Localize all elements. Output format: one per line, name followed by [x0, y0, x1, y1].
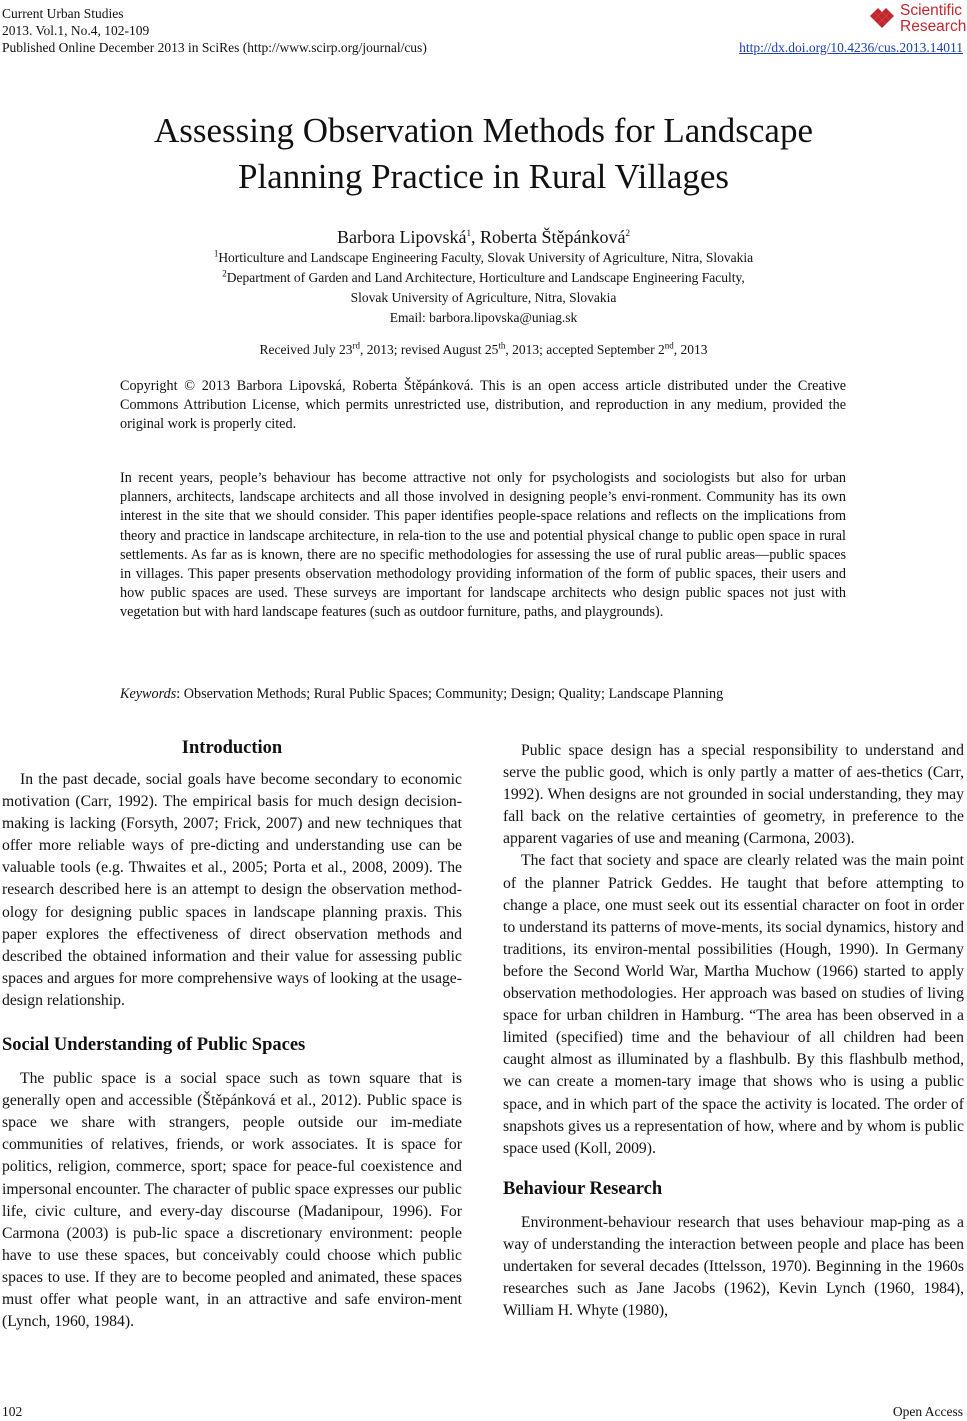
affiliation-2b: Slovak University of Agriculture, Nitra, Slovakia — [350, 290, 617, 305]
logo-mark-icon — [866, 2, 900, 32]
scirp-logo — [866, 0, 966, 36]
accepted-text: , 2013; accepted September 2 — [505, 342, 665, 357]
geddes-paragraph: The fact that society and space are clearly related was the main point of the planner Patrick Geddes. He taught that before attempting to change a place, one must seek out its essential character on foot in order to understand its patterns of move-ments, its social dynamics, history and traditions, its environ-mental possibilities (Hough, 1990). In Germany before the Second World War, Martha Muchow (1966) started to apply observation methodologies. Her approach was based on studies of living space for urban children in Hamburg. “The area has been observed in a limited (specified) time and the behaviour of all children had been caught almost as illuminated by a flashbulb. By this flashbulb method, we can create a momen-tary image that shows who is using a public space, and in which part of the space the activity is located. The order of snapshots gives us a representation of how, where and by whom is public space used (Koll, 2009). — [503, 852, 964, 1157]
affiliation-1-sup: 1 — [213, 248, 219, 259]
author-separator: , — [471, 227, 480, 247]
social-understanding-heading: Social Understanding of Public Spaces — [2, 1035, 306, 1056]
logo-text-1: Scientific — [900, 2, 963, 19]
introduction-text: In the past decade, social goals have become secondary to economic motivation (Carr, 1992). The empirical basis for much design decision-making is lacking (Forsyth, 2007; Frick, 2007) and new techniques that offer more reliable ways of pre-dicting and understanding use can be valuable tools (e.g. Thwaites et al., 2005; Porta et al., 2008, 2009). The research described here is an attempt to design the observation method-ology for designing public spaces in landscape planning praxis. This paper explores the effectiveness of direct observation methods and described the obtained information and their value for assessing public spaces and argues for more comprehensive ways of looking at the usage-design relationship. — [2, 771, 462, 1009]
title-line-2: Planning Practice in Rural Villages — [237, 157, 730, 196]
affiliation-1 — [0, 248, 967, 268]
keywords — [120, 685, 846, 704]
received-sup: rd — [352, 340, 360, 351]
social-understanding-text: The public space is a social space such as town square that is generally open and accessible (Štěpánková et al., 2012). Public space is space we share with strangers, people outside our im-mediate communities of relatives, friends, or work associates. It is space for politics, religion, commerce, sport; space for peace-ful coexistence and impersonal encounter. The character of public space expresses our public life, civic culture, and every-day discourse (Madanipour, 1996). For Carmona (2003) is pub-lic space a discretionary environment: people have to use these spaces, but conceivably could choose which public spaces to use. If they are to become peopled and animated, these spaces must offer what people want, in an attractive and safe environ-ment (Lynch, 1960, 1984). — [2, 1070, 462, 1331]
behaviour-research-heading: Behaviour Research — [503, 1178, 663, 1199]
author-1: Barbora Lipovská — [337, 227, 467, 247]
accepted-sup: nd — [664, 340, 674, 351]
author-2: Roberta Štěpánková — [480, 227, 626, 247]
author-1-sup: 1 — [466, 228, 471, 238]
public-space-paragraph: Public space design has a special responsibility to understand and serve the public good, which is only partly a matter of aes-thetics (Carr, 1992). When designs are not grounded in social understanding, they may fall back on the relative certainties of geometry, in preference to the apparent vagaries of use and meaning (Carmona, 2003). — [503, 742, 964, 848]
copyright-notice: Copyright © 2013 Barbora Lipovská, Roberta Štěpánková. This is an open access article distributed under the Creative Commons Attribution License, which permits unrestricted use, distribution, and reproduction in any medium, provided the original work is properly cited. — [120, 378, 846, 433]
revised-text: , 2013; revised August 25 — [360, 342, 499, 357]
revised-sup: th — [498, 340, 506, 351]
affiliation-1-text: Horticulture and Landscape Engineering Faculty, Slovak University of Agriculture, Nitra, Slovakia — [218, 250, 754, 265]
received-text: Received July 23 — [259, 342, 353, 357]
authors — [0, 226, 967, 248]
journal-volume: 2013. Vol.1, No.4, 102-109 — [2, 23, 150, 38]
introduction-heading: Introduction — [181, 738, 283, 758]
abstract: In recent years, people’s behaviour has become attractive not only for psychologists and sociologists but also for urban planners, architects, landscape architects and all those involved in designing people’s envi-ronment. Community has its own interest in the site that we should consider. This paper identifies people-space relations and reflects on the implications from theory and practice in landscape architecture, in rela-tion to the use and potential physical change to public open space in rural settlements. As far as is known, there are no specific methodologies for assessing the use of rural public areas—public spaces in villages. This paper presents observation methodology providing information of the form of public spaces, their users and how public spaces are used. These surveys are important for landscape architects who design public spaces not just with vegetation but with hard landscape features (such as outdoor furniture, paths, and playgrounds). — [120, 470, 846, 621]
doi-link[interactable]: http://dx.doi.org/10.4236/cus.2013.14011 — [739, 40, 963, 55]
doi-link-wrap — [739, 39, 963, 56]
logo-text-2: Research — [900, 18, 967, 35]
affiliation-2 — [0, 268, 967, 288]
published-line: Published Online December 2013 in SciRes (http://www.scirp.org/journal/cus) — [2, 40, 427, 55]
keywords-text: : Observation Methods; Rural Public Spaces; Community; Design; Quality; Landscape Planning — [176, 686, 724, 702]
left-column — [2, 737, 462, 1333]
page-number: 102 — [2, 1404, 23, 1419]
affiliation-2-sup: 2 — [222, 268, 227, 279]
affiliations — [0, 248, 967, 328]
received-dates — [0, 340, 967, 360]
author-2-sup: 2 — [625, 228, 630, 238]
paper-title — [0, 108, 967, 200]
right-column — [503, 740, 964, 1322]
behaviour-research-text: Environment-behaviour research that uses behaviour map-ping as a way of understanding the interaction between people and place has been undertaken for several decades (Ittelsson, 1970). Beginning in the 1960s researches such as Jane Jacobs (1962), Kevin Lynch (1960, 1984), William H. Whyte (1980), — [503, 1213, 964, 1320]
accepted-year: , 2013 — [673, 342, 708, 357]
journal-name: Current Urban Studies — [2, 6, 124, 21]
affiliation-2-text: Department of Garden and Land Architecture, Horticulture and Landscape Engineering Faculty, — [226, 270, 745, 285]
keywords-label: Keywords — [120, 686, 177, 702]
title-line-1: Assessing Observation Methods for Landscape — [153, 111, 814, 150]
open-access-label: Open Access — [892, 1404, 963, 1419]
journal-header — [2, 5, 427, 56]
email: Email: barbora.lipovska@uniag.sk — [389, 310, 578, 325]
